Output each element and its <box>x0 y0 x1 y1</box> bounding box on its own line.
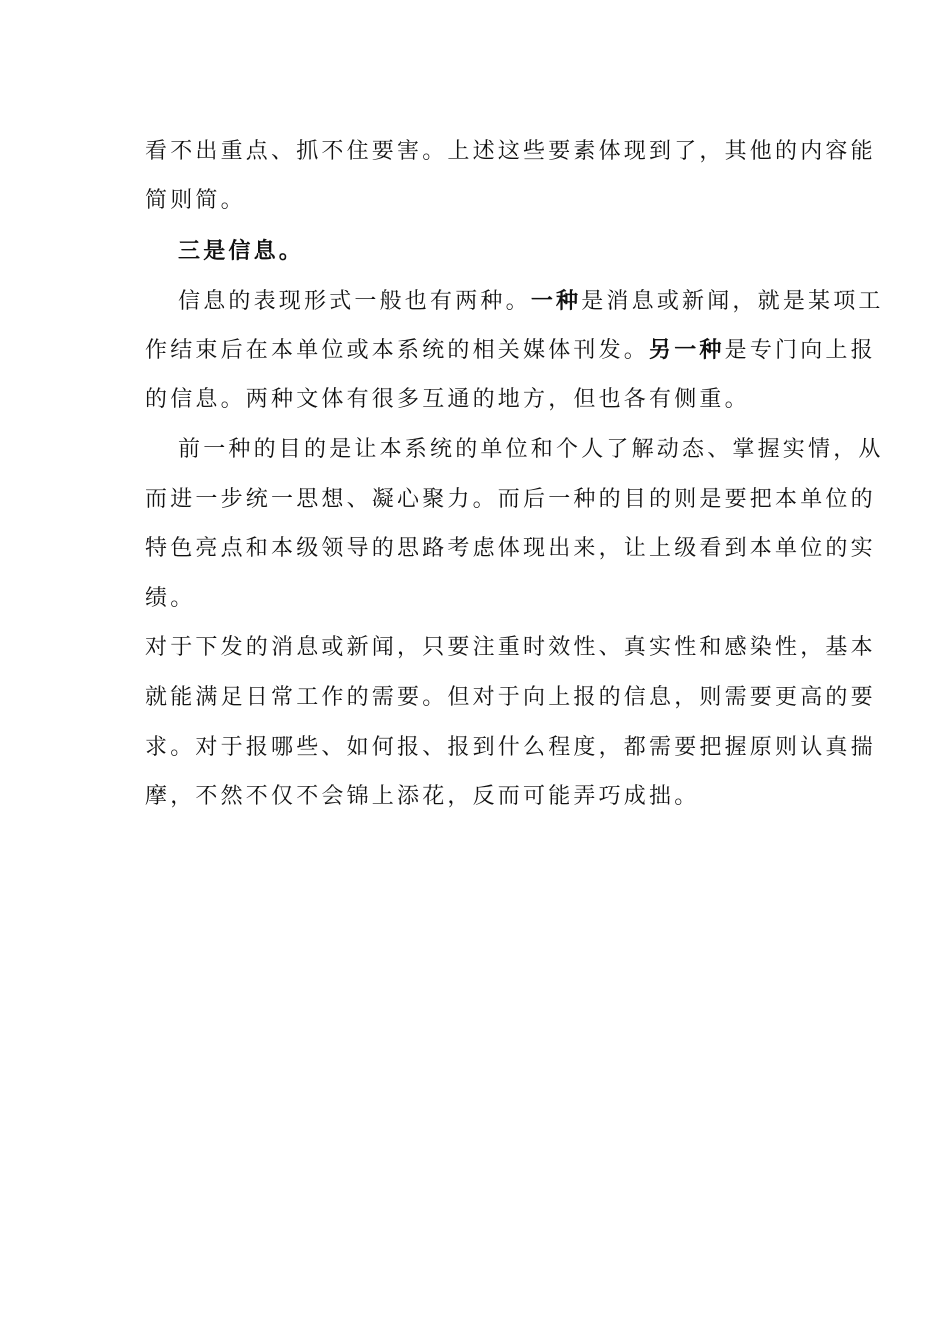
bold-text-run: 另一种 <box>649 337 725 363</box>
bold-text-run: 一种 <box>530 288 582 314</box>
text-run: 是消息或新闻，就是某项工 <box>581 289 884 314</box>
paragraph-line: 而进一步统一思想、凝心聚力。而后一种的目的则是要把本单位的 <box>145 487 876 512</box>
paragraph-line <box>145 336 876 364</box>
paragraph-line: 摩，不然不仅不会锦上添花，反而可能弄巧成拙。 <box>145 784 700 809</box>
text-run: 作结束后在本单位或本系统的相关媒体刊发。 <box>145 338 650 363</box>
paragraph-line: 看不出重点、抓不住要害。上述这些要素体现到了，其他的内容能 <box>145 139 876 164</box>
paragraph-line: 的信息。两种文体有很多互通的地方，但也各有侧重。 <box>145 387 750 412</box>
paragraph-line: 对于下发的消息或新闻，只要注重时效性、真实性和感染性，基本 <box>145 635 876 660</box>
paragraph-line: 就能满足日常工作的需要。但对于向上报的信息，则需要更高的要 <box>145 685 876 710</box>
paragraph-line: 求。对于报哪些、如何报、报到什么程度，都需要把握原则认真揣 <box>145 735 876 760</box>
paragraph-line: 简则简。 <box>145 188 246 213</box>
paragraph-line <box>178 287 884 315</box>
paragraph-line: 前一种的目的是让本系统的单位和个人了解动态、掌握实情，从 <box>178 437 884 462</box>
paragraph-line: 绩。 <box>145 586 196 611</box>
text-run: 信息的表现形式一般也有两种。 <box>178 289 531 314</box>
section-heading: 三是信息。 <box>178 238 305 264</box>
text-run: 是专门向上报 <box>724 338 876 363</box>
paragraph-line: 特色亮点和本级领导的思路考虑体现出来，让上级看到本单位的实 <box>145 536 876 561</box>
